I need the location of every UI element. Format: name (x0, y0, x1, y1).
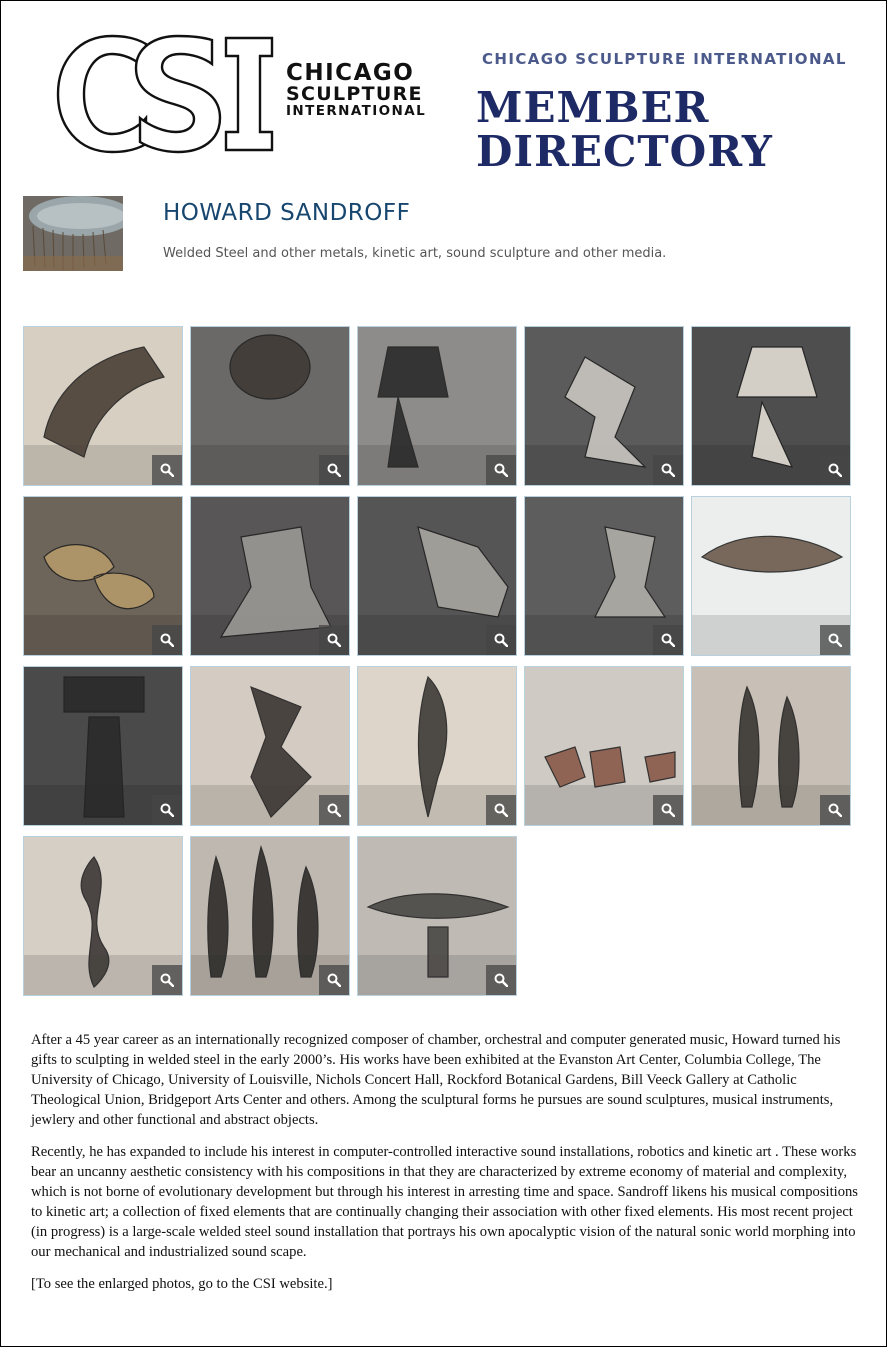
gallery-photo[interactable] (357, 326, 517, 486)
zoom-button[interactable] (820, 625, 850, 655)
magnifier-icon (494, 633, 508, 647)
zoom-button[interactable] (653, 625, 683, 655)
zoom-button[interactable] (486, 625, 516, 655)
gallery-photo[interactable] (190, 496, 350, 656)
zoom-button[interactable] (152, 965, 182, 995)
logo-line-chicago: CHICAGO (286, 60, 415, 86)
magnifier-icon (661, 463, 675, 477)
magnifier-icon (494, 463, 508, 477)
zoom-button[interactable] (820, 795, 850, 825)
zoom-button[interactable] (319, 455, 349, 485)
magnifier-icon (661, 633, 675, 647)
gallery-photo[interactable] (190, 666, 350, 826)
gallery-photo[interactable] (524, 666, 684, 826)
csi-logo-monogram (54, 34, 276, 154)
sculpture-shape (230, 335, 310, 399)
zoom-button[interactable] (152, 625, 182, 655)
magnifier-icon (494, 803, 508, 817)
magnifier-icon (661, 803, 675, 817)
gallery-photo[interactable] (23, 836, 183, 996)
zoom-button[interactable] (319, 625, 349, 655)
photo-gallery (23, 326, 854, 999)
page-title-line1: MEMBER (476, 83, 710, 132)
artist-thumbnail[interactable] (23, 196, 123, 271)
gallery-photo[interactable] (190, 326, 350, 486)
gallery-photo[interactable] (524, 326, 684, 486)
zoom-button[interactable] (486, 455, 516, 485)
zoom-button[interactable] (152, 795, 182, 825)
artist-thumbnail-image (23, 196, 123, 271)
zoom-button[interactable] (486, 795, 516, 825)
gallery-photo[interactable] (357, 836, 517, 996)
zoom-button[interactable] (152, 455, 182, 485)
gallery-photo[interactable] (190, 836, 350, 996)
zoom-button[interactable] (653, 795, 683, 825)
zoom-button[interactable] (319, 965, 349, 995)
magnifier-icon (160, 463, 174, 477)
bio-paragraph-2: Recently, he has expanded to include his interest in computer-controlled interactive sound installations, robotics and kinetic art . These works bear an uncanny aesthetic consistency with his compositions in that they are characterized by extreme economy of material and complexity, which is not borne of evolutionary development but through his interest in arresting time and space. Sandroff likens his musical compositions to kinetic art; a collection of fixed elements that are continually changing their association with other fixed elements. His most recent project (in progress) is a large-scale welded steel sound installation that portrays his own apocalyptic vision of the natural sonic world morphing into our mechanical and industrialized sound scape. (31, 1144, 858, 1260)
artist-bio (31, 1030, 859, 1306)
gallery-photo[interactable] (691, 326, 851, 486)
page-title-line2: DIRECTORY (476, 127, 773, 176)
magnifier-icon (327, 973, 341, 987)
artist-media: Welded Steel and other metals, kinetic art, sound sculpture and other media. (163, 246, 667, 261)
magnifier-icon (828, 803, 842, 817)
gallery-photo[interactable] (357, 666, 517, 826)
logo-wordmark (286, 62, 426, 119)
zoom-button[interactable] (486, 965, 516, 995)
org-name: CHICAGO SCULPTURE INTERNATIONAL (482, 50, 847, 68)
gallery-photo[interactable] (23, 496, 183, 656)
bio-paragraph-1: After a 45 year career as an internationally recognized composer of chamber, orchestral and computer generated music, Howard turned his gifts to sculpting in welded steel in the early 2000’s. His works have been exhibited at the Evanston Art Center, Columbia College, The University of Chicago, University of Louisville, Nichols Concert Hall, Rockford Botanical Gardens, Bill Veeck Gallery at Catholic Theological Union, Bridgeport Arts Center and others. Among the sculptural forms he pursues are sound sculptures, musical instruments, jewlery and other functional and abstract objects. (31, 1032, 841, 1128)
zoom-button[interactable] (319, 795, 349, 825)
gallery-photo[interactable] (691, 496, 851, 656)
magnifier-icon (828, 633, 842, 647)
gallery-photo[interactable] (357, 496, 517, 656)
artist-name: HOWARD SANDROFF (163, 200, 411, 226)
zoom-button[interactable] (653, 455, 683, 485)
page-title (476, 83, 773, 176)
logo-line-sculpture: SCULPTURE (286, 83, 423, 105)
magnifier-icon (494, 973, 508, 987)
magnifier-icon (327, 803, 341, 817)
magnifier-icon (160, 803, 174, 817)
bio-note: [To see the enlarged photos, go to the CSI website.] (31, 1276, 333, 1292)
logo-line-international: INTERNATIONAL (286, 103, 427, 119)
gallery-photo[interactable] (23, 326, 183, 486)
magnifier-icon (160, 973, 174, 987)
gallery-photo[interactable] (23, 666, 183, 826)
zoom-button[interactable] (820, 455, 850, 485)
gallery-photo[interactable] (524, 496, 684, 656)
gallery-photo[interactable] (691, 666, 851, 826)
magnifier-icon (327, 633, 341, 647)
magnifier-icon (327, 463, 341, 477)
magnifier-icon (828, 463, 842, 477)
magnifier-icon (160, 633, 174, 647)
